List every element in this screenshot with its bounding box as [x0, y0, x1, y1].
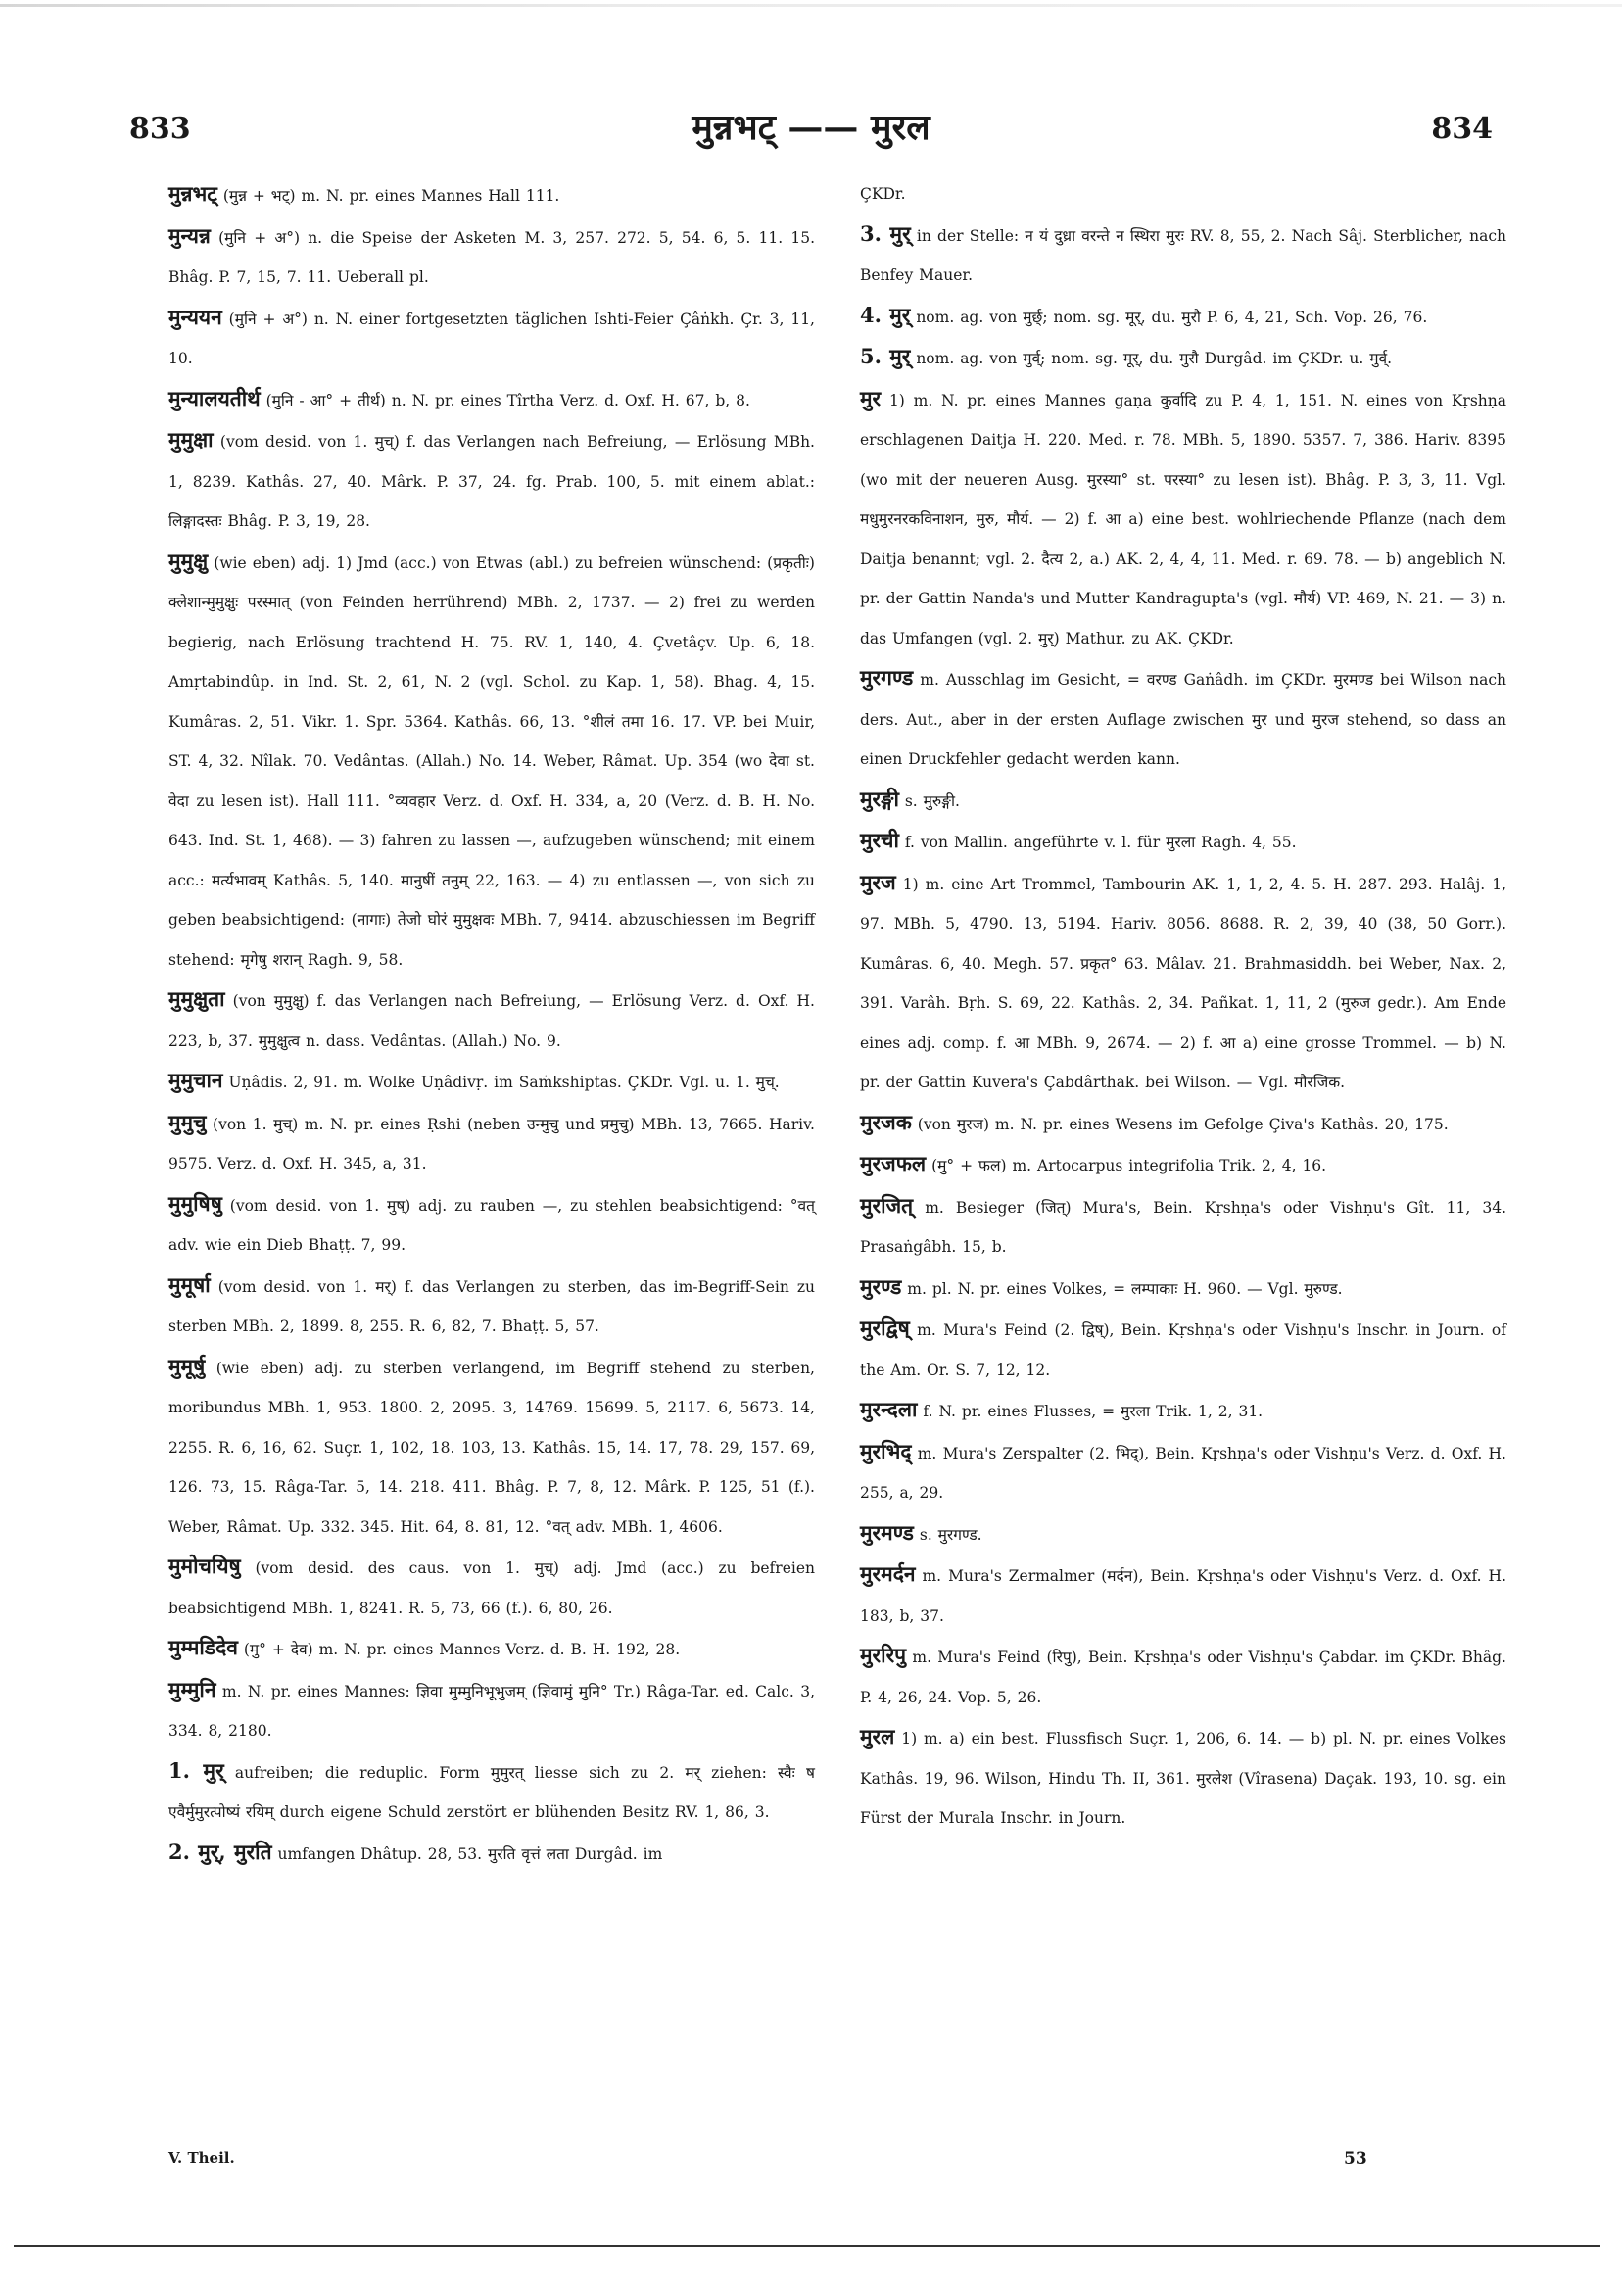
entry-headword: मुन्ययन [168, 304, 222, 329]
entry-headword: मुमुक्षा [168, 427, 214, 452]
entry-headword: मुमोचयिषु [168, 1554, 241, 1578]
entry-text: (vom desid. von 1. मुष्) adj. zu rauben —, zu stehlen beabsichtigend: °वत् adv. wie ein Dieb Bhaṭṭ. 7, 99. [168, 1196, 815, 1254]
entry-headword: मुरजित् [860, 1192, 914, 1218]
page-number-left: 833 [129, 112, 191, 146]
entry-text: (मुनि + अ°) n. N. einer fortgesetzten täglichen Ishti-Feier Çâṅkh. Çr. 3, 11, 10. [168, 310, 815, 367]
dictionary-entry [168, 542, 815, 981]
dictionary-entry [860, 1390, 1506, 1432]
dictionary-entry [860, 1636, 1506, 1717]
entry-headword: मुरची [860, 828, 899, 852]
volume-signature: V. Theil. [168, 2149, 235, 2167]
entry-headword: मुमुक्षु [168, 548, 209, 573]
dictionary-entry [168, 1751, 815, 1833]
entry-text: (vom desid. von 1. मर्) f. das Verlangen zu sterben, das im-Begriff-Sein zu sterben MBh. 2, 1899. 8, 255. R. 6, 82, 7. Bhaṭṭ. 5, 57. [168, 1277, 815, 1335]
dictionary-entry [168, 420, 815, 542]
dictionary-entry [168, 174, 815, 216]
entry-text: m. Ausschlag im Gesicht, = वरण्ड Gaṅâdh. im ÇKDr. मुरमण्ड bei Wilson nach ders. Aut., aber in der ersten Auflage zwischen मुर und मुरज stehend, so dass an einen Druckfehler gedacht werden kann. [860, 671, 1506, 768]
entry-text: s. मुरुङ्गी. [904, 791, 960, 810]
entry-text: aufreiben; die reduplic. Form मुमुरत् liesse sich zu 2. मर् ziehen: स्वैः ष एवैर्मुमुरत्पोष्यं रयिम् durch eigene Schuld zerstört er blühenden Besitz RV. 1, 86, 3. [168, 1763, 815, 1821]
dictionary-entry [860, 337, 1506, 379]
page-number-right: 834 [1431, 112, 1493, 146]
dictionary-entry [168, 1347, 815, 1548]
entry-headword: मुरभिद् [860, 1438, 912, 1463]
entry-text: (मुन्न + भट्) m. N. pr. eines Mannes Hall 111. [222, 187, 560, 205]
entry-headword: 2. मुर्, मुरति [168, 1839, 272, 1864]
entry-headword: मुम्मडिदेव [168, 1635, 238, 1659]
entry-headword: मुरद्विष् [860, 1315, 910, 1340]
sheet-signature: 53 [1344, 2149, 1367, 2169]
entry-text: in der Stelle: न यं दुध्रा वरन्ते न स्थिरा मुरः RV. 8, 55, 2. Nach Sâj. Sterblicher, nach Benfey Mauer. [860, 226, 1506, 284]
entry-text: 1) m. eine Art Trommel, Tambourin AK. 1, 1, 2, 4. 5. H. 287. 293. Halâj. 1, 97. MBh. 5, 4790. 13, 5194. Hariv. 8056. 8688. R. 2, 39, 40 (38, 50 Gorr.). Kumâras. 6, 40. Megh. 57. प्रकृत° 63. Mâlav. 21. Brahmasiddh. bei Weber, Nax. 2, 391. Varâh. Bṛh. S. 69, 22. Kathâs. 2, 34. Pañkat. 1, 11, 2 (मुरुज gedr.). Am Ende eines adj. comp. f. आ MBh. 9, 2674. — 2) f. आ a) eine grosse Trommel. — b) N. pr. der Gattin Kuvera's Çabdârthak. bei Wilson. — Vgl. मौरजिक. [860, 875, 1506, 1091]
entry-headword: मुरमर्दन [860, 1561, 916, 1586]
dictionary-entry [860, 174, 1506, 215]
entry-headword: मुरण्ड [860, 1273, 902, 1299]
entry-text: (मुनि - आ° + तीर्थ) n. N. pr. eines Tîrtha Verz. d. Oxf. H. 67, b, 8. [265, 391, 750, 409]
dictionary-entry [168, 1266, 815, 1347]
dictionary-entry [860, 296, 1506, 338]
entry-headword: मुरङ्गी [860, 786, 899, 811]
entry-headword: मुररिपु [860, 1643, 907, 1667]
dictionary-entry [860, 215, 1506, 296]
dictionary-entry [168, 298, 815, 379]
entry-headword: मुरगण्ड [860, 665, 914, 690]
entry-text: nom. ag. von मुर्छ्; nom. sg. मूर्, du. मुरौ P. 6, 4, 21, Sch. Vop. 26, 76. [916, 308, 1428, 326]
entry-text: m. Mura's Zermalmer (मर्दन), Bein. Kṛshṇa's oder Vishṇu's Verz. d. Oxf. H. 183, b, 37. [860, 1567, 1506, 1625]
dictionary-entry [168, 1547, 815, 1628]
entry-headword: मुरन्दला [860, 1397, 918, 1421]
entry-text: (wie eben) adj. 1) Jmd (acc.) von Etwas (abl.) zu befreien wünschend: (प्रकृतीः) क्लेशान्मुमुक्षुः परस्मात् (von Feinden herrührend) MBh. 2, 1737. — 2) frei zu werden begierig, nach Erlösung trachtend H. 75. RV. 1, 140, 4. Çvetâçv. Up. 6, 18. Amṛtabindûp. in Ind. St. 2, 61, N. 2 (vgl. Schol. zu Kap. 1, 58). Bhag. 4, 15. Kumâras. 2, 51. Vikr. 1. Spr. 5364. Kathâs. 66, 13. °शीलं तमा 16. 17. VP. bei Muir, ST. 4, 32. Nîlak. 70. Vedântas. (Allah.) No. 14. Weber, Râmat. Up. 354 (wo देवा st. वेदा zu lesen ist). Hall 111. °व्यवहार Verz. d. Oxf. H. 334, a, 20 (Verz. d. B. H. No. 643. Ind. St. 1, 468). — 3) fahren zu lassen —, aufzugeben wünschend; mit einem acc.: मर्त्यभावम् Kathâs. 5, 140. मानुषीं तनुम् 22, 163. — 4) zu entlassen —, von sich zu geben beabsichtigend: (नागाः) तेजो घोरं मुमुक्षवः MBh. 7, 9414. abzuschiessen im Begriff stehend: मृगेषु शरान् Ragh. 9, 58. [168, 553, 815, 969]
entry-text: nom. ag. von मुर्व्; nom. sg. मूर्, du. मुरौ Durgâd. im ÇKDr. u. मुर्व्. [916, 350, 1393, 367]
page-header [129, 102, 1493, 151]
dictionary-entry [860, 1432, 1506, 1513]
dictionary-entry [168, 1103, 815, 1184]
entry-text: 1) m. N. pr. eines Mannes gaṇa कुर्वादि zu P. 4, 1, 151. N. eines von Kṛshṇa erschlagenen Daitja H. 220. Med. r. 78. MBh. 5, 1890. 5357. 7, 386. Hariv. 8395 (wo mit der neueren Ausg. मुरस्या° st. परस्या° zu lesen ist). Bhâg. P. 3, 3, 11. Vgl. मधुमुरनरकविनाशन, मुरु, मौर्य. — 2) f. आ a) eine best. wohlriechende Pflanze (nach dem Daitja benannt; vgl. 2. दैत्य 2, a.) AK. 2, 4, 4, 11. Med. r. 69. 78. — b) angeblich N. pr. der Gattin Nanda's und Mutter Kandragupta's (vgl. मौर्य) VP. 469, N. 21. — 3) n. das Umfangen (vgl. 2. मुर्) Mathur. zu AK. ÇKDr. [860, 391, 1506, 647]
dictionary-entry [860, 1186, 1506, 1268]
entry-text: (मु° + देव) m. N. pr. eines Mannes Verz. d. B. H. 192, 28. [243, 1641, 681, 1658]
dictionary-entry [860, 1717, 1506, 1839]
entry-headword: मुरल [860, 1724, 895, 1748]
bottom-rule [14, 2245, 1600, 2247]
entry-text: Uṇâdis. 2, 91. m. Wolke Uṇâdivṛ. im Saṁkshiptas. ÇKDr. Vgl. u. 1. मुच्. [228, 1074, 780, 1091]
right-column [860, 174, 1506, 1839]
entry-text: (von मुमुक्षु) f. das Verlangen nach Befreiung, — Erlösung Verz. d. Oxf. H. 223, b, 37. मुमुक्षुत्व n. dass. Vedântas. (Allah.) No. 9. [168, 992, 815, 1050]
entry-text: umfangen Dhâtup. 28, 53. मुरति वृत्तं लता Durgâd. im [277, 1844, 663, 1863]
entry-headword: मुमुचु [168, 1109, 207, 1134]
dictionary-entry [860, 379, 1506, 659]
entry-headword: 1. मुर् [168, 1757, 224, 1783]
dictionary-entry [168, 1628, 815, 1670]
dictionary-entry [168, 1061, 815, 1103]
dictionary-entry [168, 1833, 815, 1875]
dictionary-entry [860, 1144, 1506, 1186]
dictionary-entry [860, 780, 1506, 822]
entry-headword: मुरमण्ड [860, 1519, 914, 1545]
dictionary-entry [860, 863, 1506, 1103]
entry-text: (मु° + फल) m. Artocarpus integrifolia Trik. 2, 4, 16. [931, 1157, 1327, 1174]
entry-text: m. N. pr. eines Mannes: ज्ञिवा मुम्मुनिभूभुजम् (ज्ञिवामुं मुनि° Tr.) Râga-Tar. ed. Calc. 3, 334. 8, 2180. [168, 1682, 815, 1740]
dictionary-entry [860, 1309, 1506, 1390]
entry-headword: मुर [860, 385, 882, 410]
entry-headword: मुमुक्षुता [168, 986, 225, 1011]
entry-headword: मुम्मुनि [168, 1676, 216, 1701]
entry-text: 1) m. a) ein best. Flussfisch Suçr. 1, 206, 6. 14. — b) pl. N. pr. eines Volkes Kathâs. 19, 96. Wilson, Hindu Th. II, 361. मुरलेश (Vîrasena) Daçak. 193, 10. sg. ein Fürst der Murala Inschr. in Journ. [860, 1730, 1506, 1827]
entry-headword: मुरजक [860, 1109, 912, 1134]
dictionary-entry [860, 1513, 1506, 1555]
dictionary-entry [168, 980, 815, 1061]
entry-headword: मुन्यन्न [168, 222, 211, 248]
left-column [168, 174, 815, 1874]
entry-text: (wie eben) adj. zu sterben verlangend, im Begriff stehend zu sterben, moribundus MBh. 1, 953. 1800. 2, 2095. 3, 14769. 15699. 5, 2117. 6, 5673. 14, 2255. R. 6, 16, 62. Suçr. 1, 102, 18. 103, 13. Kathâs. 15, 14. 17, 78. 29, 157. 69, 126. 73, 15. Râga-Tar. 5, 14. 218. 411. Bhâg. P. 7, 8, 12. Mârk. P. 125, 51 (f.). Weber, Râmat. Up. 332. 345. Hit. 64, 8. 81, 12. °वत् adv. MBh. 1, 4606. [168, 1359, 815, 1536]
entry-text: (von मुरज) m. N. pr. eines Wesens im Gefolge Çiva's Kathâs. 20, 175. [917, 1115, 1449, 1133]
entry-text: (von 1. मुच्) m. N. pr. eines Ṛshi (neben उन्मुचु und प्रमुचु) MBh. 13, 7665. Hariv. 9575. Verz. d. Oxf. H. 345, a, 31. [168, 1115, 815, 1172]
entry-headword: मुमूर्षु [168, 1353, 206, 1378]
entry-headword: मुन्यालयतीर्थ [168, 385, 261, 410]
entry-text: m. Mura's Feind (रिपु), Bein. Kṛshṇa's oder Vishṇu's Çabdar. im ÇKDr. Bhâg. P. 4, 26, 24. Vop. 5, 26. [860, 1649, 1506, 1706]
entry-headword: 5. मुर् [860, 344, 911, 368]
entry-headword: मुरज [860, 869, 896, 894]
entry-text: m. Mura's Zerspalter (2. भिद्), Bein. Kṛshṇa's oder Vishṇu's Verz. d. Oxf. H. 255, a, 29. [860, 1444, 1506, 1502]
dictionary-entry [168, 379, 815, 421]
entry-text: s. मुरगण्ड. [919, 1525, 982, 1544]
entry-text: f. von Mallin. angeführte v. l. für मुरला Ragh. 4, 55. [904, 834, 1297, 851]
entry-text: (vom desid. von 1. मुच्) f. das Verlangen nach Befreiung, — Erlösung MBh. 1, 8239. Kathâs. 27, 40. Mârk. P. 37, 24. fg. Prab. 100, 5. mit einem ablat.: लिङ्गादस्तः Bhâg. P. 3, 19, 28. [168, 433, 815, 530]
entry-text: ÇKDr. [860, 185, 906, 203]
entry-headword: 4. मुर् [860, 302, 911, 327]
entry-headword: मुमुचान [168, 1068, 223, 1092]
entry-text: m. Besieger (जित्) Mura's, Bein. Kṛshṇa's oder Vishṇu's Gît. 11, 34. Prasaṅgâbh. 15, b. [860, 1198, 1506, 1256]
dictionary-entry [168, 216, 815, 298]
dictionary-entry [860, 821, 1506, 863]
dictionary-entry [860, 1555, 1506, 1636]
entry-headword: मुन्नभट् [168, 181, 217, 206]
entry-headword: 3. मुर् [860, 220, 911, 246]
dictionary-entry [860, 658, 1506, 780]
entry-text: (vom desid. des caus. von 1. मुच्) adj. Jmd (acc.) zu befreien beabsichtigend MBh. 1, 8241. R. 5, 73, 66 (f.). 6, 80, 26. [168, 1559, 815, 1617]
entry-headword: मुरजफल [860, 1151, 927, 1175]
entry-text: m. Mura's Feind (2. द्विष्), Bein. Kṛshṇa's oder Vishṇu's Inschr. in Journ. of the Am. Or. S. 7, 12, 12. [860, 1321, 1506, 1379]
entry-headword: मुमूर्षा [168, 1271, 211, 1297]
dictionary-entry [860, 1103, 1506, 1145]
scan-artifact-line [0, 4, 1622, 7]
dictionary-entry [860, 1268, 1506, 1310]
entry-text: m. pl. N. pr. eines Volkes, = लम्पाकाः H. 960. — Vgl. मुरुण्ड. [907, 1279, 1343, 1298]
entry-headword: मुमुषिषु [168, 1190, 222, 1216]
dictionary-entry [168, 1184, 815, 1266]
entry-text: (मुनि + अ°) n. die Speise der Asketen M. 3, 257. 272. 5, 54. 6, 5. 11. 15. Bhâg. P. 7, 15, 7. 11. Ueberall pl. [168, 228, 815, 286]
running-head: मुन्नभट् —— मुरल [692, 107, 930, 148]
entry-text: f. N. pr. eines Flusses, = मुरला Trik. 1, 2, 31. [923, 1403, 1264, 1420]
dictionary-entry [168, 1670, 815, 1751]
